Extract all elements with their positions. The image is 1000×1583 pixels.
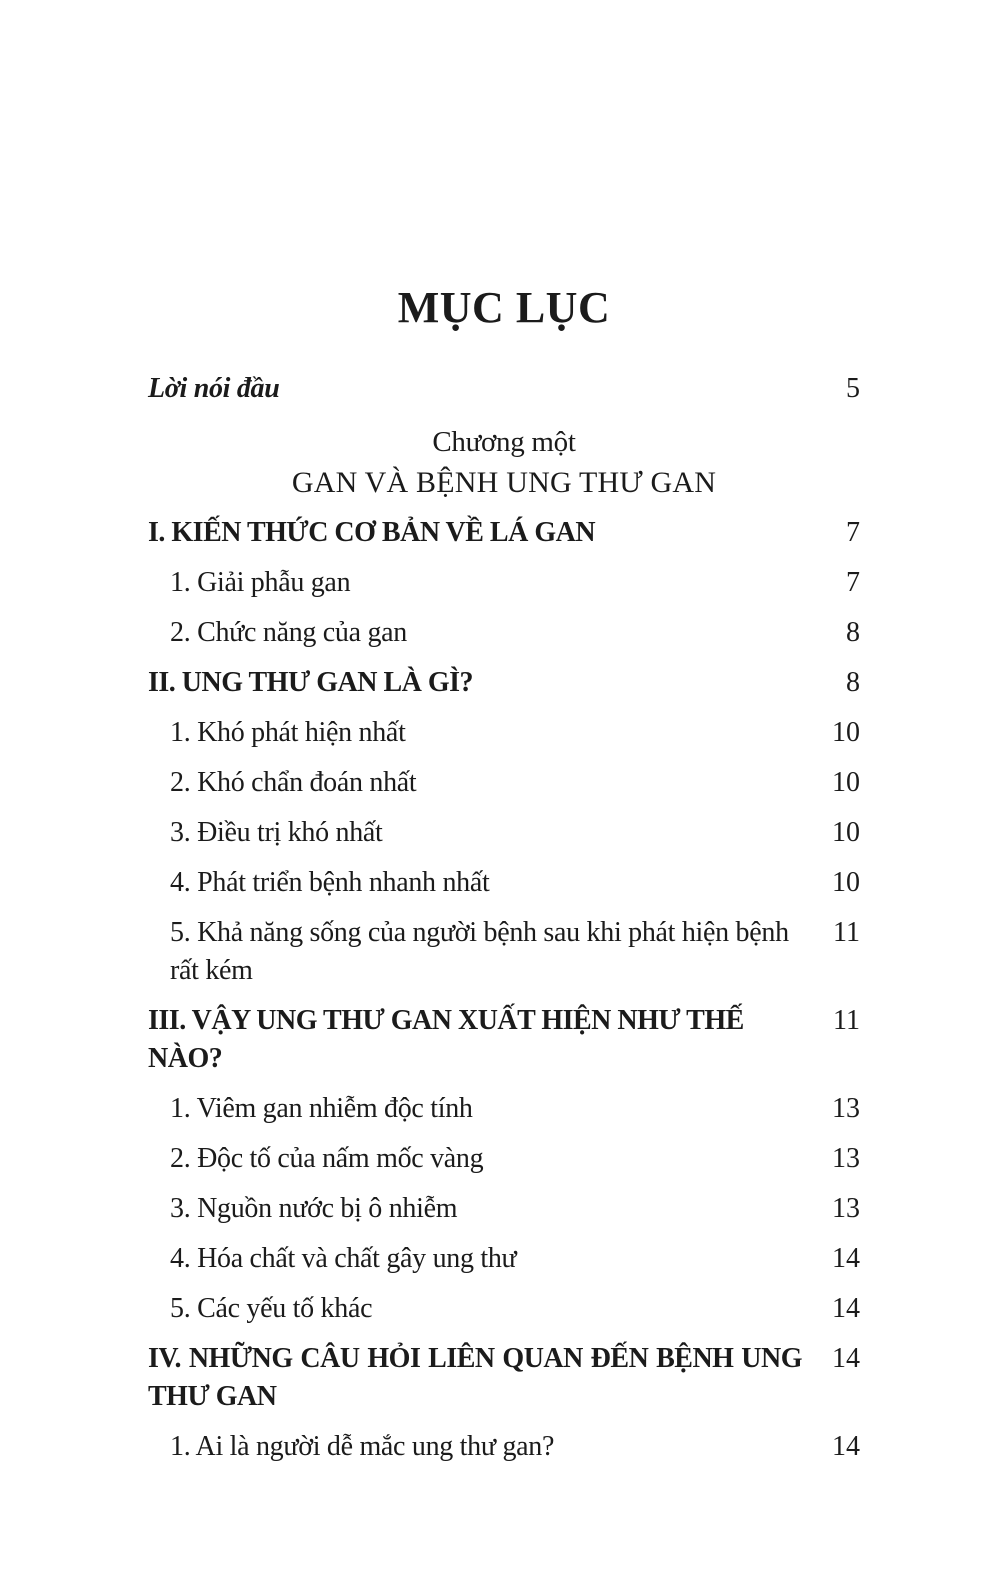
table-of-contents: [148, 370, 860, 1466]
toc-entry: [148, 864, 860, 902]
toc-entry-page-number: 11: [833, 1005, 860, 1036]
toc-entry: [148, 1140, 860, 1178]
toc-entry-page-number: 13: [832, 1093, 860, 1124]
toc-entry-page-number: 7: [846, 517, 860, 548]
toc-entry: [148, 464, 860, 502]
toc-entry: [148, 370, 860, 408]
toc-entry-page-number: 13: [832, 1143, 860, 1174]
toc-entry-title: 1. Khó phát hiện nhất: [170, 717, 406, 748]
toc-entry: [148, 514, 860, 552]
toc-entry-title: II. UNG THƯ GAN LÀ GÌ?: [148, 667, 474, 698]
toc-entry-title: 4. Hóa chất và chất gây ung thư: [170, 1243, 517, 1274]
toc-entry-title: 2. Độc tố của nấm mốc vàng: [170, 1143, 484, 1174]
toc-entry-page-number: 14: [832, 1243, 860, 1274]
toc-entry: [148, 1340, 860, 1416]
toc-entry: [148, 423, 860, 461]
toc-entry-title: 3. Điều trị khó nhất: [170, 817, 383, 848]
toc-entry-page-number: 14: [832, 1431, 860, 1462]
toc-entry: [148, 814, 860, 852]
toc-entry-page-number: 10: [832, 817, 860, 848]
toc-entry-page-number: 7: [846, 567, 860, 598]
toc-entry-page-number: 10: [832, 717, 860, 748]
toc-entry-page-number: 8: [846, 667, 860, 698]
toc-entry-title: 1. Giải phẫu gan: [170, 567, 351, 598]
toc-entry-page-number: 8: [846, 617, 860, 648]
toc-entry-title: Chương một: [432, 426, 576, 458]
toc-entry-page-number: 5: [846, 373, 860, 404]
toc-entry: [148, 1002, 860, 1078]
toc-entry-title: GAN VÀ BỆNH UNG THƯ GAN: [291, 466, 717, 499]
toc-entry: [148, 1090, 860, 1128]
toc-entry-title: 2. Chức năng của gan: [170, 617, 407, 648]
toc-entry-title: 5. Khả năng sống của người bệnh sau khi phát hiện bệnh rất kém: [170, 917, 789, 986]
toc-entry-page-number: 11: [833, 917, 860, 948]
toc-entry-page-number: 14: [832, 1343, 860, 1374]
toc-entry-page-number: 13: [832, 1193, 860, 1224]
toc-entry-title: IV. NHỮNG CÂU HỎI LIÊN QUAN ĐẾN BỆNH UNG THƯ GAN: [148, 1343, 802, 1412]
toc-entry: [148, 1190, 860, 1228]
toc-entry: [148, 1428, 860, 1466]
toc-entry: [148, 564, 860, 602]
toc-entry-page-number: 14: [832, 1293, 860, 1324]
toc-entry: [148, 914, 860, 990]
toc-entry: [148, 764, 860, 802]
toc-entry: [148, 1290, 860, 1328]
toc-entry: [148, 1240, 860, 1278]
toc-entry-title: 1. Viêm gan nhiễm độc tính: [170, 1093, 473, 1124]
toc-entry: [148, 614, 860, 652]
toc-entry-title: 1. Ai là người dễ mắc ung thư gan?: [170, 1431, 555, 1462]
toc-entry-title: 2. Khó chẩn đoán nhất: [170, 767, 417, 798]
toc-entry: [148, 714, 860, 752]
toc-entry-title: III. VẬY UNG THƯ GAN XUẤT HIỆN NHƯ THẾ NÀO?: [148, 1005, 744, 1074]
toc-entry-page-number: 10: [832, 767, 860, 798]
toc-entry: [148, 664, 860, 702]
toc-entry-title: 5. Các yếu tố khác: [170, 1293, 373, 1324]
toc-entry-title: 4. Phát triển bệnh nhanh nhất: [170, 867, 490, 898]
toc-entry-title: Lời nói đầu: [148, 373, 280, 404]
page-title: MỤC LỤC: [397, 283, 611, 332]
toc-entry-title: 3. Nguồn nước bị ô nhiễm: [170, 1193, 458, 1224]
toc-entry-page-number: 10: [832, 867, 860, 898]
toc-entry-title: I. KIẾN THỨC CƠ BẢN VỀ LÁ GAN: [148, 517, 596, 548]
